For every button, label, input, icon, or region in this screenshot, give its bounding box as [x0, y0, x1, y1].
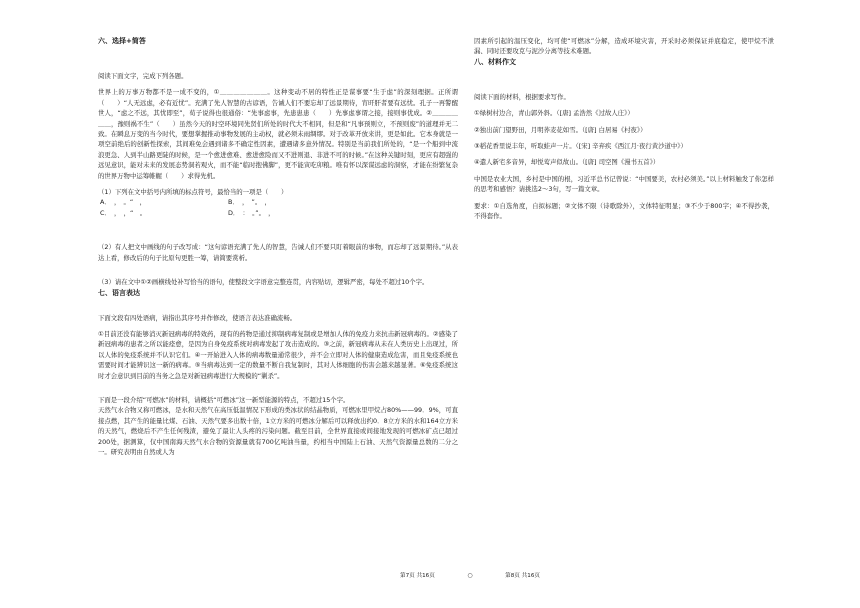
reading-passage: 世界上的万事万物都不是一成不变的，①＿＿＿＿＿＿＿。这种变动不居的特性正是谋事要“生于虑”的深刻理据。正所谓（ ）“人无远虑，必有近忧”。充满了先人智慧的古谚语，告诫人们不要忘却了远景期待，宵旰肝者要有远忧。孔子一再警醒世人，“虑之不远，其忧即至”，荀子说得也很通俗：“先事虑事，先患患患（ ）先事虑事谓之接，接则事优成。②＿＿＿＿＿＿，豫则祸不生”（ ）虽然今天的时空环境同先贤们所处的时代大不相同，但是和“凡事预则立，不预则废”的道理并无二致。在瞬息万变的当今时代，要想掌握推动事物发展的主动权，就必须未雨绸缪。对于改革开放来讲，更是如此。它本身就是一项空前绝后的创新性探索，其间难免会遇到诸多不确定性因素，遭遇诸多意外情况。特别是当前我们所处的，“是一个船到中流浪更急、人到半山路更陡的时候，是一个愈进愈难、愈进愈险而又不进则退、非进不可的时候。”在这种关键时刻，更应有超强的远见意识，能对未来的发展态势洞若观火，而不能“临时抱佛脚”，更不能寅吃卯粮。唯有怀以深谋远虑的洞察，才能在纷繁复杂的世界万物中运筹帷幄（ ）求得先机。	[98, 88, 458, 180]
essay-prompt: 中国是农业大国，乡村是中国的根，习近平总书记曾说：“中国要美，农村必须美。”以上材料触发了你怎样的思考和感悟？请挑选2～3句，写一篇文章。	[474, 174, 774, 194]
instruction-8: 阅读下面的材料，根据要求写作。	[474, 92, 570, 101]
left-page-number: 第7页 共16页	[400, 573, 435, 579]
poem-line-2: ②独出前门望野田，月明荞麦花如雪。（[唐] 白居易《村夜》）	[474, 125, 647, 134]
section-6-title: 六、选择+简答	[98, 37, 146, 45]
question-3: （3）请在文中①②画横线处补写恰当的语句，使整段文字语意完整连贯，内容贴切，逻辑严密，每处不超过10个字。	[98, 278, 429, 287]
option-c: C． ， ，“ 。	[100, 208, 147, 217]
section-7-title: 七、语言表达	[98, 288, 140, 297]
q1-options-row-1	[98, 197, 458, 207]
q1-options-row-2	[98, 208, 458, 218]
instruction-7: 下面文段有四处语病，请指出其序号并作修改，使语言表达准确流畅。	[98, 313, 297, 322]
material-continuation: 因素所引起的温压变化，均可使“可燃冰”分解，造成环境灾害，开采时必须保证并底稳定，使甲烷不泄漏、同时还要攻克与泥沙分离等技术难题。	[474, 37, 774, 56]
right-column	[474, 36, 774, 221]
left-column	[98, 36, 458, 457]
option-a: A． ， 。“ ，	[100, 198, 147, 207]
right-page-number: 第8页 共16页	[505, 573, 540, 579]
poem-line-4: ④遣人新宅多音异，却悦莺声似故山。（[唐] 司空图《漫书五首》）	[474, 158, 660, 167]
page-footer	[400, 572, 540, 580]
summary-material: 天然气水合物又称可燃冰，是水和天然气在高压低温情况下形成的类冰状的结晶物质，可燃冰里甲烷占80%——99．9%，可直接点燃，其产生的能量比煤、石油、天然气要多出数十倍，1立方米的可燃冰分解后可以释放出约0．8立方米的水和164立方米的天然气，燃烧后不产生任何残渣，避免了最让人头疼的污染问题。截至目前，全世界直接或间接地发现的可燃冰矿点已超过200处，据测算，仅中国南海天然气水合物的资源量就有700亿吨油当量，约相当中国陆上石油、天然气资源量总数的二分之一。研究表明由自然或人为	[98, 406, 458, 456]
option-b: B． ， ”。 ，	[228, 198, 271, 207]
summary-question: 下面是一段介绍“可燃冰”的材料，请概括“可燃冰”这一新型能源的特点，不超过15个字。	[98, 395, 350, 404]
poem-line-1: ①绿树村边合，青山郭外斜。（[唐] 孟浩然《过故人庄》）	[474, 109, 634, 118]
option-d: D． ： 。”。 ，	[228, 208, 275, 217]
essay-requirements: 要求：①自选角度，自拟标题；②文体不限（诗歌除外），文体特征明显；③不少于800字；④不得抄袭，不得套作。	[474, 201, 774, 221]
question-2: （2）有人把文中画线的句子改写成：“这句谚语充满了先人的智慧，告诫人们不要只盯着眼前的事物，而忘却了远景期待。”从表达上看，修改后的句子比原句更胜一筹，请简要赏析。	[98, 243, 458, 262]
question-1: （1）下列在文中括号内所填的标点符号，最恰当的一项是（ ）	[98, 188, 288, 197]
fold-marker-icon: ○	[467, 572, 473, 579]
instruction-6: 阅读下面文字，完成下列各题。	[98, 72, 188, 80]
poem-line-3: ③稻花香里说丰年，听取蛙声一片。（[宋] 辛弃疾《西江月·夜行黄沙道中》）	[474, 142, 687, 151]
language-passage: ①目前还没有能够消灭新冠病毒的特效药，现有的药物是通过抑制病毒复制或是增加人体的免疫力来抗击新冠病毒的。②感染了新冠病毒的患者之所以能痊愈，是因为自身免疫系统对病毒发起了攻击造成的。③之前，新冠病毒从未在人类历史上出现过，所以人体的免疫系统并不认识它们。④一开始进入人体的病毒数量通常很少，并不会立即对人体的健康造成危害，而且免疫系统也需要时间才能辨识这一新的病毒。⑤当病毒达到一定的数量不断自我复制时，其对人体细胞的伤害会越来越显著。⑥免疫系统这时才会意识到目前的当务之急是对新冠病毒进行大规模的“剿杀”。	[98, 329, 458, 380]
section-8-title: 八、材料作文	[474, 57, 516, 66]
